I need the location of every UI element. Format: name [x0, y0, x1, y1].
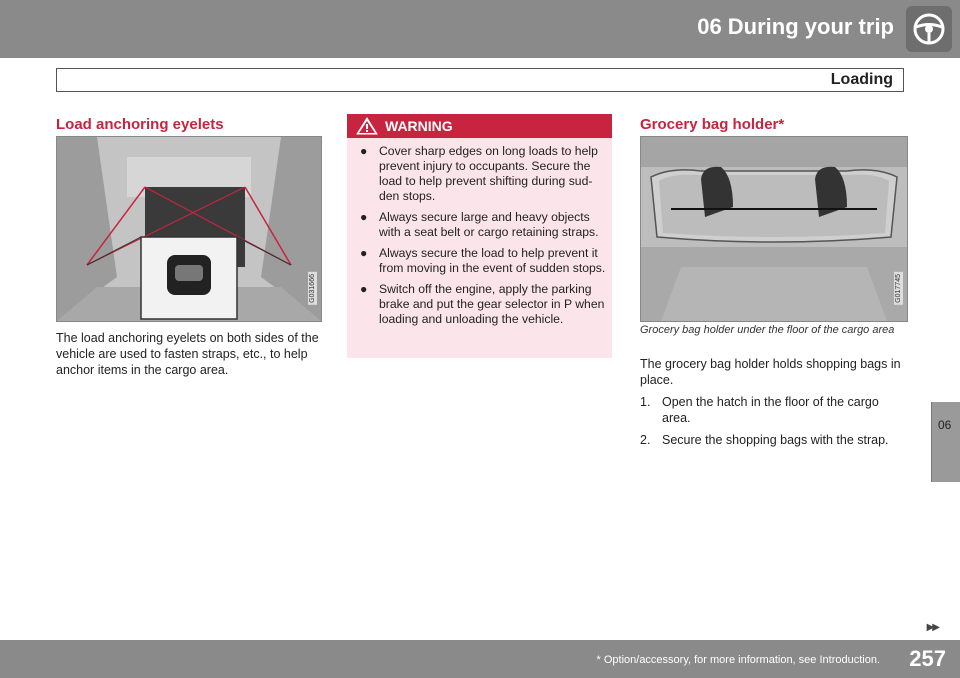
image-code: G031666 — [309, 274, 316, 303]
list-item — [640, 394, 906, 426]
warning-item: ● Cover sharp edges on long loads to help prevent injury to occupants. Secure the load to help prevent shifting during sud-den stops. — [360, 144, 598, 203]
warning-item: ● Always secure large and heavy objects with a seat belt or cargo retaining straps. — [360, 210, 599, 239]
chapter-tab[interactable] — [931, 402, 960, 482]
cargo-area-photo — [56, 136, 322, 322]
grocery-bag-photo — [640, 136, 908, 322]
warning-title: WARNING — [385, 118, 453, 134]
warning-item-text: Always secure large and heavy objects with a seat belt or cargo retaining straps. — [379, 210, 599, 239]
warning-list — [357, 144, 607, 333]
next-page-arrows-icon[interactable]: ▶▶ — [926, 622, 938, 633]
warning-item: ● Switch off the engine, apply the parking brake and put the gear selector in P when loading and unloading the vehicle. — [360, 282, 605, 326]
warning-triangle-icon — [356, 117, 378, 135]
load-anchoring-text: The load anchoring eyelets on both sides of the vehicle are used to fasten straps, etc., to help anchor items in the cargo area. — [56, 331, 319, 377]
warning-header — [347, 114, 612, 138]
warning-item-text: Cover sharp edges on long loads to help prevent injury to occupants. Secure the load to help prevent shifting during sud-den stops. — [379, 144, 598, 203]
grocery-bag-intro: The grocery bag holder holds shopping bags in place. — [640, 357, 901, 387]
image-code: G017745 — [895, 274, 902, 303]
step-text: Open the hatch in the floor of the cargo area. — [662, 395, 879, 425]
header-bar — [0, 0, 960, 58]
chapter-title: 06 During your trip — [697, 14, 894, 39]
step-number: 1. — [640, 395, 651, 409]
page-number: 257 — [909, 646, 946, 671]
step-text: Secure the shopping bags with the strap. — [662, 433, 889, 447]
step-number: 2. — [640, 433, 651, 447]
warning-item: ● Always secure the load to help prevent it from moving in the event of sudden stops. — [360, 246, 606, 275]
footer-bar — [0, 640, 960, 678]
section-title: Loading — [830, 71, 893, 88]
section-bar — [56, 68, 904, 92]
footer-note: * Option/accessory, for more information, see Introduction. — [596, 654, 880, 666]
load-anchoring-heading: Load anchoring eyelets — [56, 116, 224, 133]
warning-item-text: Always secure the load to help prevent it from moving in the event of sudden stops. — [379, 246, 606, 275]
grocery-bag-caption: Grocery bag holder under the floor of the cargo area — [640, 324, 895, 336]
warning-item-text: Switch off the engine, apply the parking brake and put the gear selector in P when loading and unloading the vehicle. — [379, 282, 605, 326]
grocery-bag-steps — [640, 394, 906, 454]
steering-wheel-icon — [906, 6, 952, 52]
grocery-bag-heading: Grocery bag holder* — [640, 116, 785, 133]
list-item — [640, 432, 906, 448]
chapter-tab-label: 06 — [938, 418, 952, 432]
warning-box — [347, 114, 612, 358]
